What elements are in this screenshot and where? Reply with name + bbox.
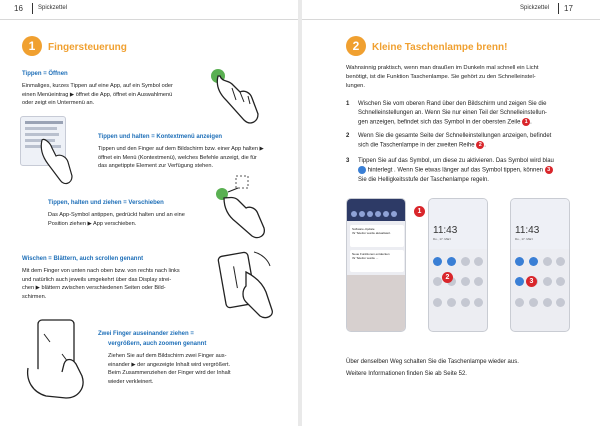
step-marker: 2	[476, 141, 484, 149]
section-heading: Tippen und halten = Kontextmenü anzeigen	[98, 134, 223, 140]
step-number: 2	[346, 133, 350, 139]
step-text: Wischen Sie vom oberen Rand über den Bildschirm und zeigen Sie die Schnelleinstellungen an. Wenn Sie nur einen Teil der Schnelleinstellun- gen anzeigen, befindet sich das Symbol in der obersten Zeile 1 .	[358, 101, 547, 126]
phone-screenshot-1	[346, 198, 406, 332]
page-number: 16	[14, 4, 23, 13]
section-heading: Wischen = Blättern, auch scrollen genannt	[22, 256, 144, 262]
section-heading: Zwei Finger auseinander ziehen =	[98, 331, 194, 337]
hold-hand-icon	[24, 134, 80, 190]
right-header	[302, 0, 600, 20]
chapter-badge: 1	[22, 36, 42, 56]
callout-marker-3: 3	[526, 276, 537, 287]
phone-screenshot-3: 11:43 Do., 17. März	[510, 198, 570, 332]
notification-card: Neue Funktionen entdecken Ihr Telefon wurde ...	[350, 250, 404, 272]
tap-hand-icon	[196, 62, 268, 134]
flashlight-icon	[358, 166, 366, 174]
section-heading: Tippen = Öffnen	[22, 71, 68, 77]
section-body: Einmaliges, kurzes Tippen auf eine App, auf ein Symbol oder einen Menüeintrag ▶ öffnet die App, öffnet ein Auswahlmenü oder zeigt ein Untermenü an.	[22, 83, 173, 107]
clock: 11:43	[515, 225, 540, 236]
left-page	[0, 0, 298, 426]
step-text: Wenn Sie die gesamte Seite der Schnelleinstellungen anzeigen, befindet sich die Taschenlampe in der zweiten Reihe 2 .	[358, 133, 552, 149]
running-head: Spickzettel	[38, 5, 68, 11]
intro-text: Wahnsinnig praktisch, wenn man draußen im Dunkeln mal schnell ein Licht benötigt, ist die Funktion Taschenlampe. Sie gehört zu den Schnelleinstel- lungen.	[346, 65, 539, 89]
swipe-hand-icon	[206, 242, 284, 322]
section-body: Mit dem Finger von unten nach oben bzw. von rechts nach links und natürlich auch jeweils umgekehrt über das Display strei- chen ▶ blättern zwischen verschiedenen Seiten oder Bild- schirmen.	[22, 268, 180, 300]
status-area	[347, 199, 405, 221]
chapter-title: Fingersteuerung	[48, 42, 127, 53]
quick-settings-grid	[515, 257, 567, 315]
step-text: Tippen Sie auf das Symbol, um diese zu aktivieren. Das Symbol wird blau hinterlegt . Wenn Sie etwas länger auf das Symbol tippen, können 3 Sie die Helligkeitsstufe der Taschenlampe regeln.	[358, 158, 554, 183]
chapter-title: Kleine Taschenlampe brenn!	[372, 42, 508, 53]
step-number: 3	[346, 158, 350, 164]
clock: 11:43	[433, 225, 458, 236]
drag-hand-icon	[206, 170, 282, 246]
left-header	[0, 0, 298, 20]
running-head: Spickzettel	[520, 5, 550, 11]
step-marker: 3	[545, 166, 553, 174]
zoom-hand-icon	[22, 312, 90, 404]
section-body: Das App-Symbol antippen, gedrückt halten und an eine Position ziehen ▶ App verschieben.	[48, 212, 185, 227]
callout-marker-1: 1	[414, 206, 425, 217]
closing-text: Über denselben Weg schalten Sie die Taschenlampe wieder aus. Weitere Informationen finden Sie ab Seite 52.	[346, 359, 519, 377]
section-body: Tippen und den Finger auf dem Bildschirm bzw. einer App halten ▶ öffnet ein Menü (Kontextmenü), welches Befehle anzeigt, die für das angetippte Element zur Verfügung stehen.	[98, 146, 264, 170]
page-number: 17	[564, 4, 573, 13]
header-divider	[32, 3, 33, 14]
quick-settings-grid	[433, 257, 485, 315]
section-heading: Tippen, halten und ziehen = Verschieben	[48, 200, 164, 206]
chapter-badge: 2	[346, 36, 366, 56]
step-marker: 1	[522, 118, 530, 126]
step-number: 1	[346, 101, 350, 107]
header-divider	[558, 3, 559, 14]
phone-screenshot-2: 11:43 Do., 17. März	[428, 198, 488, 332]
section-heading-continuation: vergrößern, auch zoomen genannt	[108, 341, 207, 347]
section-body: Ziehen Sie auf dem Bildschirm zwei Finger aus- einander ▶ der angezeigte Inhalt wird vergrößert. Beim Zusammenziehen der Finger wird der Inhalt wieder verkleinert.	[108, 353, 231, 385]
right-page	[302, 0, 600, 426]
notification-card: Software-Update Ihr Telefon wurde aktualisiert.	[350, 225, 404, 247]
callout-marker-2: 2	[442, 272, 453, 283]
